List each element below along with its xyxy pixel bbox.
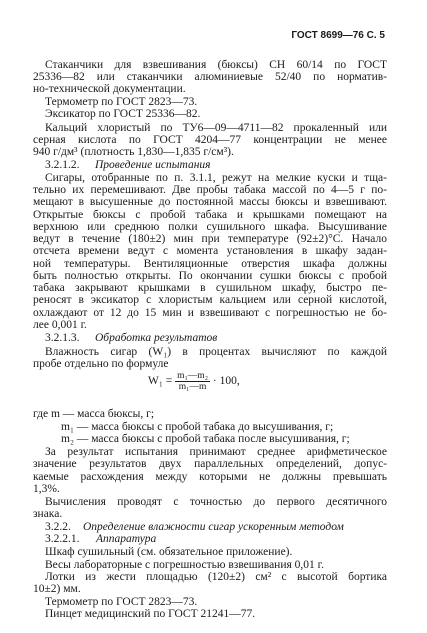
text-line: 940 г/дм³ (плотность 1,830—1,835 г/см³).	[33, 146, 234, 158]
text-line: Термометр по ГОСТ 2823—73.	[45, 596, 198, 608]
text-line: Стаканчики для взвешивания (бюксы) СН 60/14 по ГОСТ	[45, 59, 387, 71]
section-number: 3.2.1.3.	[45, 332, 80, 344]
formula-numerator: m₁—m₂	[177, 371, 209, 381]
text-line: значение результатов двух параллельных определений, допус-	[33, 458, 387, 470]
section-number: 3.2.1.2.	[45, 159, 80, 171]
section-number: 3.2.2.1.	[45, 533, 80, 545]
moisture-formula	[148, 371, 240, 392]
text-line: Термометр по ГОСТ 2823—73.	[45, 96, 198, 108]
text-line: быть полностью открыты. По окончании сушки бюксы с пробой	[33, 270, 387, 282]
text-line: реносят в эксикатор с хлористым кальцием или серной кислотой,	[33, 294, 387, 306]
text-line: каемые расхождения между которыми не должны превышать	[33, 471, 387, 483]
section-heading: Определение влажности сигар ускоренным методом	[83, 521, 344, 533]
text-line: верхнюю или среднюю полки сушильного шкафа. Высушивание	[33, 221, 387, 233]
text-line: 1,3%.	[33, 483, 60, 495]
text-line: Пинцет медицинский по ГОСТ 21241—77.	[45, 608, 256, 620]
formula-rhs: · 100,	[212, 375, 240, 388]
text-line: Сигары, отобранные по п. 3.1.1, режут на мелкие куски и тща-	[45, 172, 387, 184]
text-line: пробе отдельно по формуле	[33, 358, 169, 370]
text-line: Открытые бюксы с пробой табака и крышками помещают на	[33, 209, 387, 221]
text-line: Лотки из жести площадью (120±2) см² с высотой бортика	[45, 571, 387, 583]
text-line: За результат испытания принимают среднее арифметическое	[45, 446, 387, 458]
text-line: знака.	[33, 508, 63, 520]
text-line: 10±2) мм.	[33, 583, 81, 595]
section-number: 3.2.2.	[45, 521, 71, 533]
text-line: ной температуры. Вентиляционные отверстия шкафа должны	[33, 258, 387, 270]
text-line: Эксикатор по ГОСТ 25336—82.	[45, 108, 201, 120]
formula-lhs: W₁ =	[148, 375, 173, 388]
section-heading: Аппаратура	[96, 533, 157, 545]
text-line: ведут в течение (180±2) мин при температуре (92±2)°С. Начало	[33, 233, 387, 245]
text-line: Влажность сигар (W₁) в процентах вычисляют по каждой	[45, 346, 387, 358]
text-line: мещают в высушенные до постоянной массы бюксы и взвешивают.	[33, 196, 387, 208]
section-heading: Обработка результатов	[95, 332, 218, 344]
text-line: Вычисления проводят с точностью до первого десятичного	[45, 496, 387, 508]
text-line: тельно их перемешивают. Две пробы табака массой по 4—5 г по-	[33, 184, 387, 196]
text-line: лее 0,001 г.	[33, 319, 87, 331]
text-line: Кальций хлористый по ТУ6—09—4711—82 прокаленный или	[45, 122, 387, 134]
legend-line: m₁ — масса бюксы с пробой табака до высушивания, г;	[61, 421, 334, 433]
text-line: Весы лабораторные с погрешностью взвешивания 0,01 г.	[45, 559, 324, 571]
text-line: отсчета времени ведут с момента установления в шкафу задан-	[33, 245, 387, 257]
text-line: но-технической документации.	[33, 83, 186, 95]
formula-fraction	[175, 371, 210, 392]
text-line: 25336—82 или стаканчики алюминиевые 52/40 по норматив-	[33, 71, 387, 83]
text-line: серная кислота по ГОСТ 4204—77 концентрации не менее	[33, 134, 387, 146]
legend-line: m₂ — масса бюксы с пробой табака после высушивания, г;	[61, 433, 350, 445]
text-line: Шкаф сушильный (см. обязательное приложение).	[45, 546, 293, 558]
formula-denominator: m₁—m	[178, 382, 207, 392]
legend-line: где m — масса бюксы, г;	[33, 408, 155, 420]
section-heading: Проведение испытания	[95, 159, 211, 171]
text-line: охлаждают от 12 до 15 мин и взвешивают с погрешностью не бо-	[33, 307, 387, 319]
page-header: ГОСТ 8699—76 С. 5	[291, 30, 385, 41]
text-line: табака закрывают крышками в сушильном шкафу, быстро пе-	[33, 282, 387, 294]
